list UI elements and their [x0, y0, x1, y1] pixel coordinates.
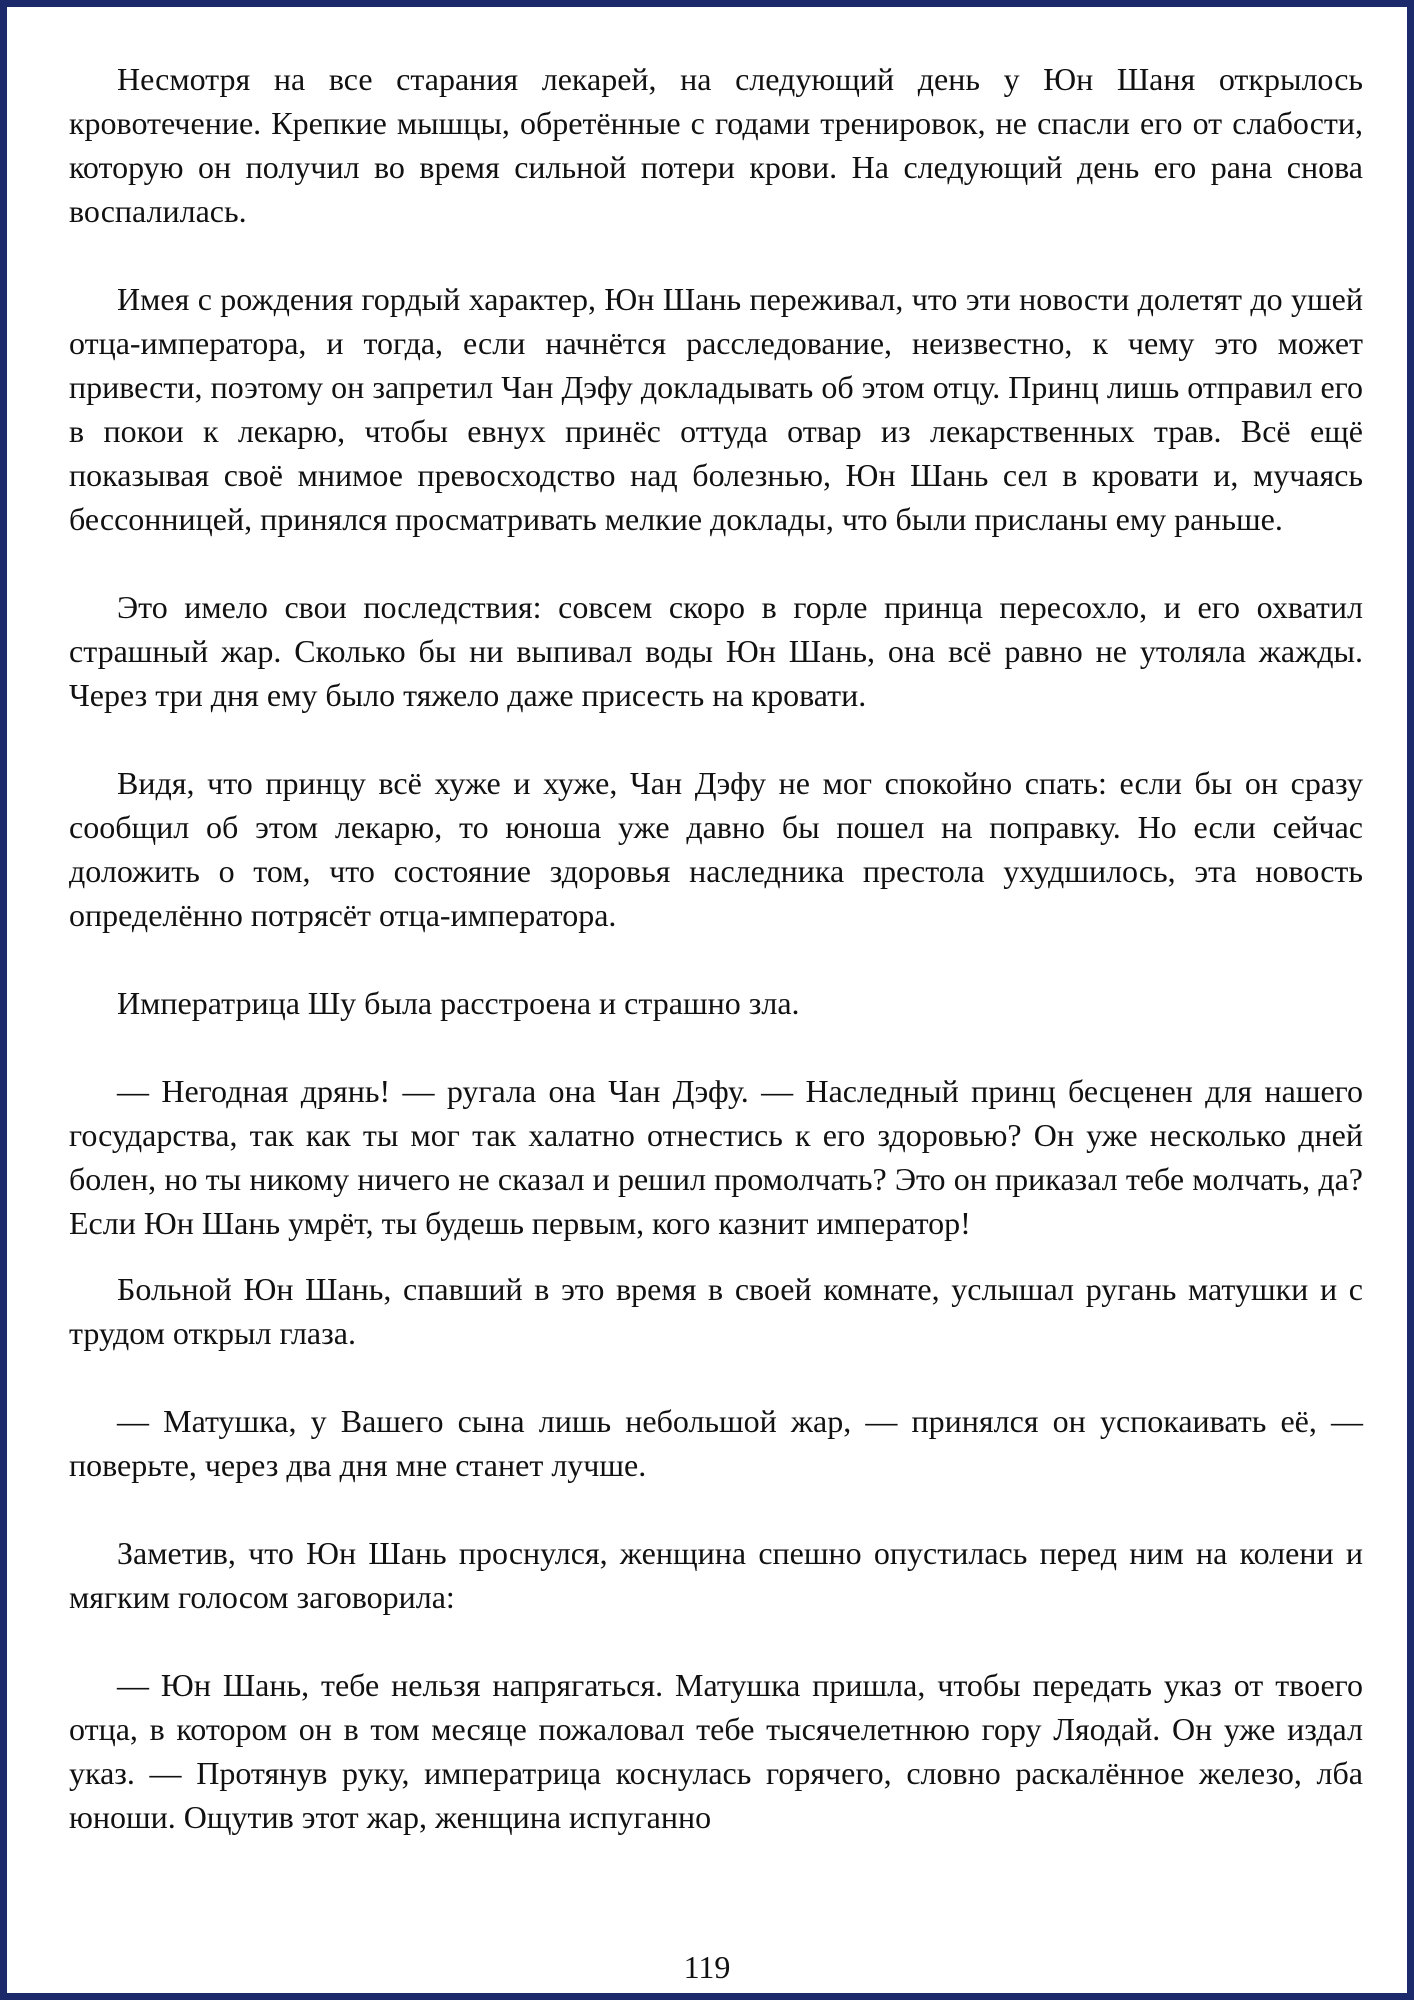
- paragraph-3: Это имело свои последствия: совсем скоро в горле принца пересохло, и его охватил страшный жар. Сколько бы ни выпивал воды Юн Шань, она всё равно не утоляла жажды. Через три дня ему было тяжело даже присесть на кровати.: [69, 589, 1363, 713]
- paragraph-1: Несмотря на все старания лекарей, на следующий день у Юн Шаня открылось кровотечение. Крепкие мышцы, обретённые с годами тренировок, не спасли его от слабости, которую он получил во время сильной потери крови. На следующий день его рана снова воспалилась.: [69, 61, 1363, 229]
- paragraph-7: Больной Юн Шань, спавший в это время в своей комнате, услышал ругань матушки и с трудом открыл глаза.: [69, 1271, 1363, 1351]
- paragraph-2: Имея с рождения гордый характер, Юн Шань переживал, что эти новости долетят до ушей отца-императора, и тогда, если начнётся расследование, неизвестно, к чему это может привести, поэтому он запретил Чан Дэфу докладывать об этом отцу. Принц лишь отправил его в покои к лекарю, чтобы евнух принёс оттуда отвар из лекарственных трав. Всё ещё показывая своё мнимое превосходство над болезнью, Юн Шань сел в кровати и, мучаясь бессонницей, принялся просматривать мелкие доклады, что были присланы ему раньше.: [69, 281, 1363, 537]
- paragraph-8: — Матушка, у Вашего сына лишь небольшой жар, — принялся он успокаивать её, — поверьте, через два дня мне станет лучше.: [69, 1403, 1363, 1483]
- paragraph-5: Императрица Шу была расстроена и страшно зла.: [117, 985, 800, 1021]
- paragraph-9: Заметив, что Юн Шань проснулся, женщина спешно опустилась перед ним на колени и мягким голосом заговорила:: [69, 1535, 1363, 1615]
- page-text: [69, 57, 1363, 1883]
- page-number: 119: [683, 1949, 731, 1985]
- paragraph-6: — Негодная дрянь! — ругала она Чан Дэфу. — Наследный принц бесценен для нашего государства, так как ты мог так халатно отнестись к его здоровью? Он уже несколько дней болен, но ты никому ничего не сказал и решил промолчать? Это он приказал тебе молчать, да? Если Юн Шань умрёт, ты будешь первым, кого казнит император!: [69, 1073, 1363, 1241]
- paragraph-10: — Юн Шань, тебе нельзя напрягаться. Матушка пришла, чтобы передать указ от твоего отца, в котором он в том месяце пожаловал тебе тысячелетнюю гору Ляодай. Он уже издал указ. — Протянув руку, императрица коснулась горячего, словно раскалённое железо, лба юноши. Ощутив этот жар, женщина испуганно: [69, 1667, 1363, 1835]
- paragraph-4: Видя, что принцу всё хуже и хуже, Чан Дэфу не мог спокойно спать: если бы он сразу сообщил об этом лекарю, то юноша уже давно бы пошел на поправку. Но если сейчас доложить о том, что состояние здоровья наследника престола ухудшилось, эта новость определённо потрясёт отца-императора.: [69, 765, 1363, 933]
